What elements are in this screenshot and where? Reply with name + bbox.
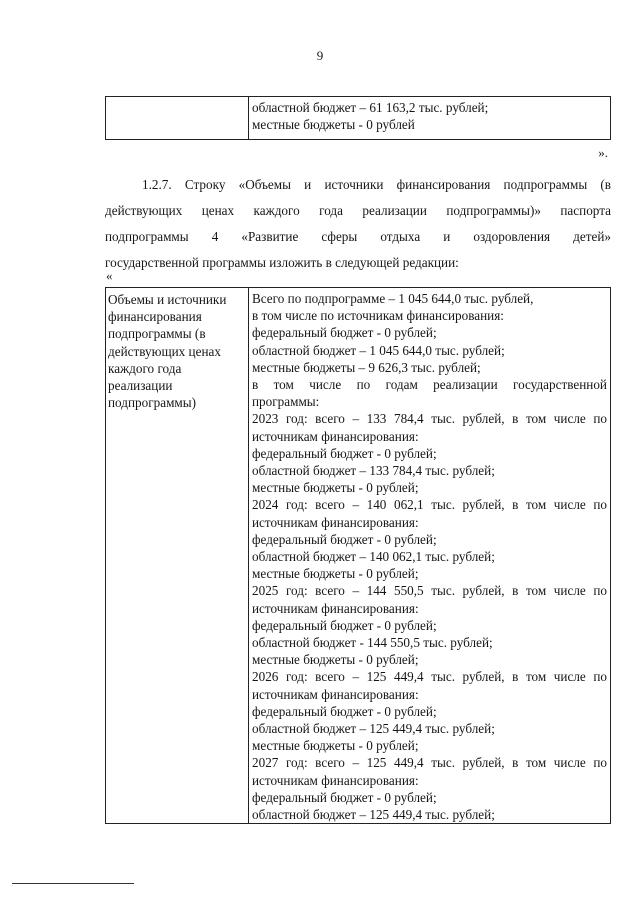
footnote-separator — [12, 883, 134, 884]
paragraph-line: действующих ценах каждого года реализации подпрограммы)» паспорта — [105, 203, 611, 218]
funding-label-line: каждого года — [108, 360, 182, 376]
top-table-line: местные бюджеты - 0 рублей — [252, 117, 415, 132]
funding-value-line: федеральный бюджет - 0 рублей; — [252, 445, 437, 461]
funding-value-line: 2023 год: всего – 133 784,4 тыс. рублей, в том числе по — [252, 411, 607, 427]
funding-label-line: Объемы и источники — [108, 292, 227, 307]
funding-value-line: федеральный бюджет - 0 рублей; — [252, 325, 437, 341]
funding-value-line: источникам финансирования: — [252, 600, 419, 616]
funding-value-line: областной бюджет – 1 045 644,0 тыс. рублей; — [252, 342, 505, 358]
funding-value-line: 2025 год: всего – 144 550,5 тыс. рублей, в том числе по — [252, 583, 607, 599]
funding-label-line: действующих ценах — [108, 343, 221, 359]
funding-value-line: источникам финансирования: — [252, 428, 419, 444]
funding-label-line: реализации — [108, 378, 173, 394]
funding-value-line: областной бюджет – 125 449,4 тыс. рублей; — [252, 807, 495, 823]
paragraph-line: 1.2.7. Строку «Объемы и источники финансирования подпрограммы (в — [142, 177, 611, 192]
funding-value-line: местные бюджеты – 9 626,3 тыс. рублей; — [252, 359, 481, 375]
funding-label-line: подпрограммы (в — [108, 326, 206, 342]
amendment-paragraph — [105, 172, 611, 276]
funding-label-line: подпрограммы) — [108, 395, 197, 411]
top-table-left-cell — [106, 97, 249, 140]
page-number: 9 — [316, 48, 324, 63]
funding-value-line: федеральный бюджет - 0 рублей; — [252, 703, 437, 719]
funding-table-label-cell — [106, 288, 249, 824]
funding-value-line: областной бюджет – 133 784,4 тыс. рублей; — [252, 463, 495, 479]
paragraph-line: подпрограммы 4 «Развитие сферы отдыха и оздоровления детей» — [105, 229, 611, 244]
funding-value-line: областной бюджет - 144 550,5 тыс. рублей; — [252, 635, 493, 651]
paragraph-line: государственной программы изложить в следующей редакции: — [105, 255, 459, 270]
funding-value-line: местные бюджеты - 0 рублей; — [252, 738, 419, 754]
funding-value-line: в том числе по годам реализации государственной — [252, 377, 607, 393]
funding-value-line: федеральный бюджет - 0 рублей; — [252, 617, 437, 633]
funding-value-line: местные бюджеты - 0 рублей; — [252, 480, 419, 496]
funding-value-line: областной бюджет – 140 062,1 тыс. рублей; — [252, 549, 495, 565]
funding-value-line: 2026 год: всего – 125 449,4 тыс. рублей, в том числе по — [252, 669, 607, 685]
funding-value-line: источникам финансирования: — [252, 686, 419, 702]
top-table-fragment — [105, 96, 611, 140]
funding-value-line: 2024 год: всего – 140 062,1 тыс. рублей, в том числе по — [252, 497, 607, 513]
funding-value-line: источникам финансирования: — [252, 772, 419, 788]
funding-value-line: Всего по подпрограмме – 1 045 644,0 тыс. рублей, — [252, 291, 534, 306]
funding-table-value-cell — [249, 288, 611, 824]
opening-quote: « — [106, 268, 113, 283]
funding-value-line: 2027 год: всего – 125 449,4 тыс. рублей, в том числе по — [252, 755, 607, 771]
funding-value-line: областной бюджет – 125 449,4 тыс. рублей; — [252, 721, 495, 737]
closing-quote: ». — [598, 145, 608, 160]
funding-value-line: федеральный бюджет - 0 рублей; — [252, 531, 437, 547]
funding-value-line: федеральный бюджет - 0 рублей; — [252, 789, 437, 805]
funding-label-line: финансирования — [108, 309, 202, 325]
funding-value-line: в том числе по источникам финансирования: — [252, 308, 504, 324]
top-table-line: областной бюджет – 61 163,2 тыс. рублей; — [252, 100, 489, 115]
funding-value-line: местные бюджеты - 0 рублей; — [252, 652, 419, 668]
funding-table — [105, 287, 611, 824]
funding-value-line: программы: — [252, 394, 320, 410]
funding-value-line: источникам финансирования: — [252, 514, 419, 530]
funding-value-line: местные бюджеты - 0 рублей; — [252, 566, 419, 582]
top-table-right-cell — [249, 97, 611, 140]
